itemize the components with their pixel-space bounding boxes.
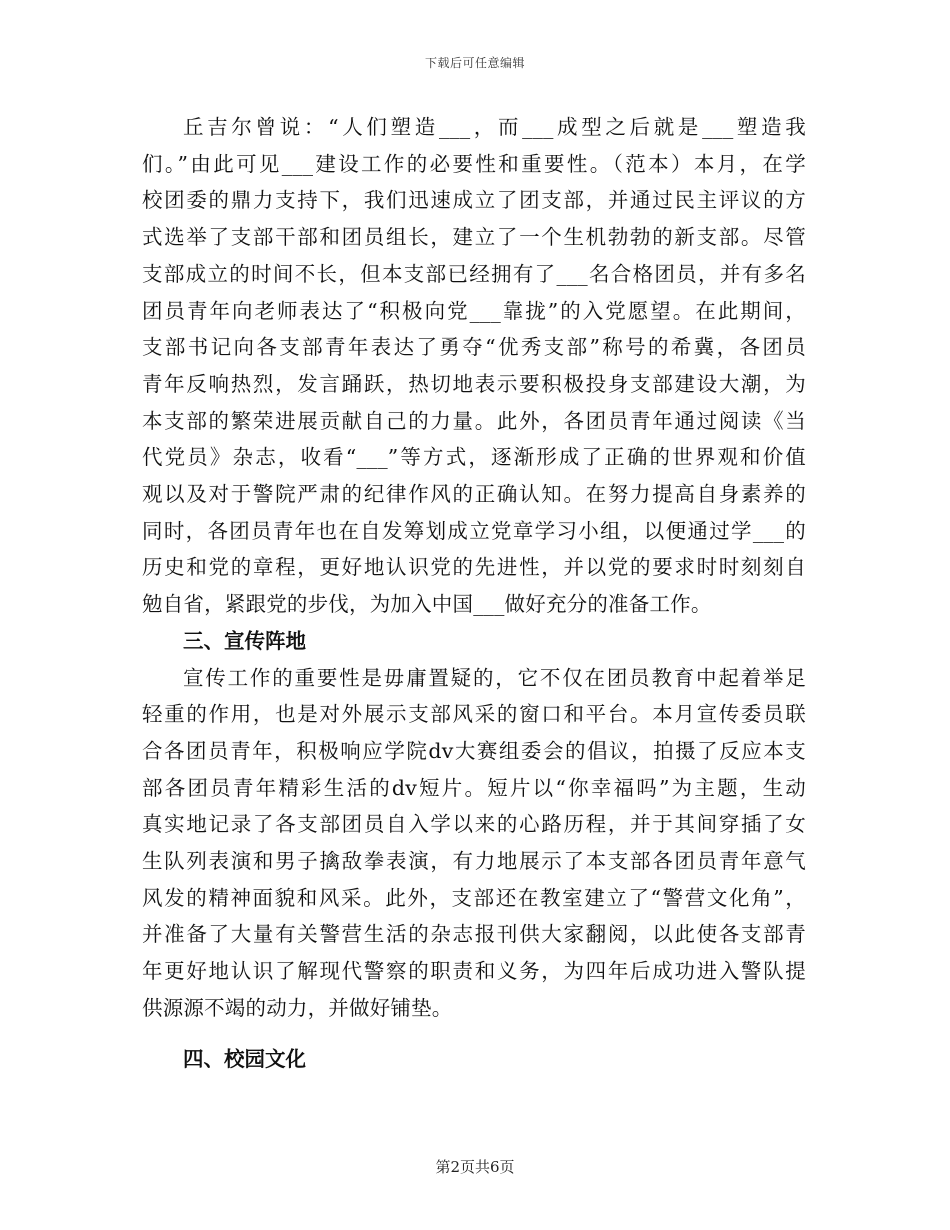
document-body	[142, 109, 806, 1077]
paragraph-1	[142, 109, 806, 623]
paragraph-line: 青年反响热烈，发言踊跃，热切地表示要积极投身支部建设大潮，为	[142, 371, 806, 396]
paragraph-line: 校团委的鼎力支持下，我们迅速成立了团支部，并通过民主评议的方	[142, 188, 806, 213]
paragraph-line: 历史和党的章程，更好地认识党的先进性，并以党的要求时时刻刻自	[142, 555, 806, 580]
paragraph-line: 观以及对于警院严肃的纪律作风的正确认知。在努力提高自身素养的	[142, 482, 806, 507]
paragraph-line: 合各团员青年，积极响应学院dv大赛组委会的倡议，拍摄了反应本支	[142, 738, 806, 763]
paragraph-line: 丘吉尔曾说：“人们塑造___，而___成型之后就是___塑造我	[183, 115, 806, 139]
paragraph-line: 年更好地认识了解现代警察的职责和义务，为四年后成功进入警队提	[142, 959, 806, 984]
paragraph-line: 风发的精神面貌和风采。此外，支部还在教室建立了“警营文化角”，	[142, 885, 806, 910]
paragraph-line: 生队列表演和男子擒敌拳表演，有力地展示了本支部各团员青年意气	[142, 849, 806, 874]
paragraph-line: 式选举了支部干部和团员组长，建立了一个生机勃勃的新支部。尽管	[142, 225, 806, 250]
section-heading-4: 四、校园文化	[183, 1046, 306, 1071]
paragraph-line: 代党员》杂志，收看“___”等方式，逐渐形成了正确的世界观和价值	[142, 445, 806, 470]
section-heading-3: 三、宣传阵地	[183, 628, 306, 653]
paragraph-line: 真实地记录了各支部团员自入学以来的心路历程，并于其间穿插了女	[142, 812, 806, 837]
page-number: 第2页共6页	[435, 1158, 515, 1176]
paragraph-line: 同时，各团员青年也在自发筹划成立党章学习小组，以便通过学___的	[142, 518, 806, 543]
paragraph-line: 部各团员青年精彩生活的dv短片。短片以“你幸福吗”为主题，生动	[142, 775, 806, 800]
paragraph-line: 供源源不竭的动力，并做好铺垫。	[142, 995, 453, 1020]
page-header-note: 下载后可任意编辑	[424, 56, 525, 70]
paragraph-line: 们。”由此可见___建设工作的必要性和重要性。（范本）本月，在学	[142, 151, 806, 176]
paragraph-2	[142, 660, 806, 1027]
paragraph-line: 支部书记向各支部青年表达了勇夺“优秀支部”称号的希冀，各团员	[142, 335, 806, 360]
paragraph-line: 本支部的繁荣进展贡献自己的力量。此外，各团员青年通过阅读《当	[142, 408, 806, 433]
paragraph-line: 轻重的作用，也是对外展示支部风采的窗口和平台。本月宣传委员联	[142, 702, 806, 727]
paragraph-line: 宣传工作的重要性是毋庸置疑的，它不仅在团员教育中起着举足	[183, 665, 806, 690]
paragraph-line: 并准备了大量有关警营生活的杂志报刊供大家翻阅，以此使各支部青	[142, 922, 806, 947]
paragraph-line: 支部成立的时间不长，但本支部已经拥有了___名合格团员，并有多名	[142, 261, 806, 286]
paragraph-line: 团员青年向老师表达了“积极向党___靠拢”的入党愿望。在此期间，	[142, 298, 806, 323]
paragraph-line: 勉自省，紧跟党的步伐，为加入中国___做好充分的准备工作。	[142, 592, 712, 617]
